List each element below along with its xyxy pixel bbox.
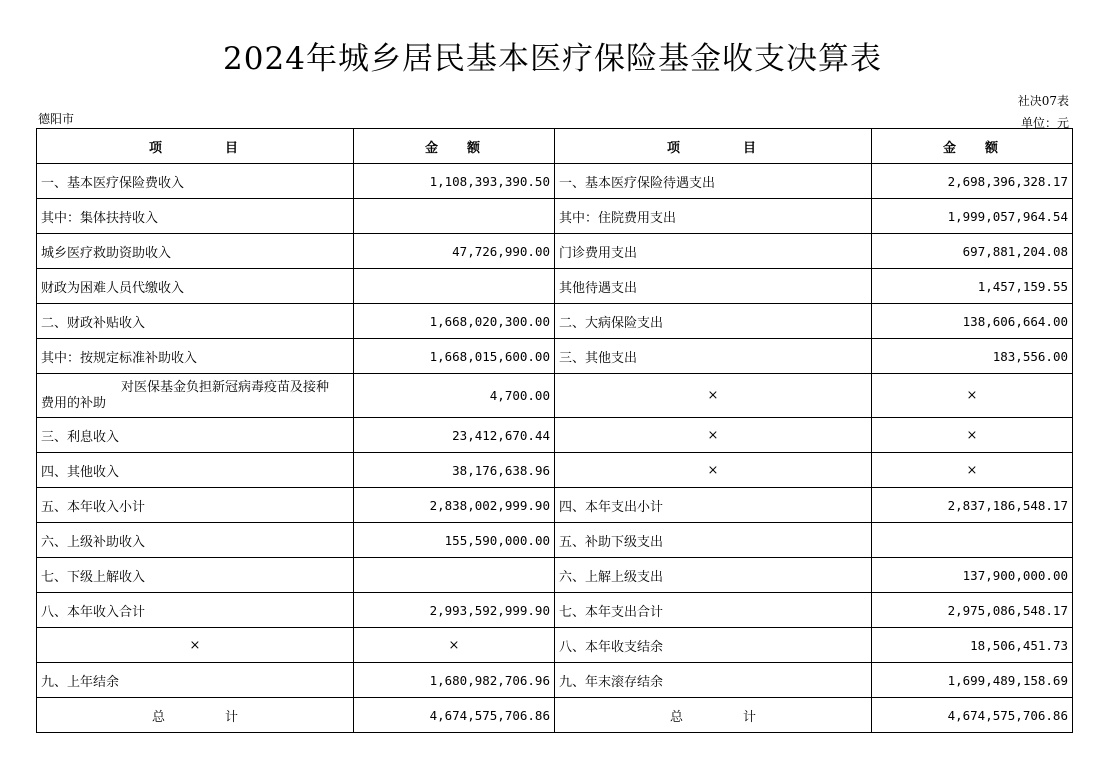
left-item: 城乡医疗救助资助收入 — [37, 234, 354, 269]
right-total-label: 总 计 — [555, 698, 872, 733]
left-amount — [354, 269, 555, 304]
table-row — [37, 374, 1073, 418]
table-row — [37, 304, 1073, 339]
right-amount: 2,975,086,548.17 — [872, 593, 1073, 628]
left-amount: 23,412,670.44 — [354, 418, 555, 453]
left-total-label: 总 计 — [37, 698, 354, 733]
header-item-right: 项 目 — [555, 129, 872, 164]
left-amount: 38,176,638.96 — [354, 453, 555, 488]
left-amount: × — [354, 628, 555, 663]
table-row — [37, 663, 1073, 698]
right-item: × — [555, 374, 872, 418]
right-amount: × — [872, 374, 1073, 418]
unit-label: 单位：元 — [1020, 116, 1069, 130]
right-item: 三、其他支出 — [555, 339, 872, 374]
left-total-amount: 4,674,575,706.86 — [354, 698, 555, 733]
right-amount: 138,606,664.00 — [872, 304, 1073, 339]
right-item: 六、上解上级支出 — [555, 558, 872, 593]
left-item: 其中：集体扶持收入 — [37, 199, 354, 234]
left-item-line2: 费用的补助 — [41, 395, 107, 411]
table-header-row — [37, 129, 1073, 164]
left-item: 六、上级补助收入 — [37, 523, 354, 558]
right-amount: 137,900,000.00 — [872, 558, 1073, 593]
right-amount: × — [872, 418, 1073, 453]
left-amount — [354, 558, 555, 593]
left-item: 八、本年收入合计 — [37, 593, 354, 628]
left-item: 一、基本医疗保险费收入 — [37, 164, 354, 199]
right-amount: 697,881,204.08 — [872, 234, 1073, 269]
table-row — [37, 523, 1073, 558]
right-item: 八、本年收支结余 — [555, 628, 872, 663]
right-total-amount: 4,674,575,706.86 — [872, 698, 1073, 733]
left-item: 七、下级上解收入 — [37, 558, 354, 593]
left-amount: 2,993,592,999.90 — [354, 593, 555, 628]
left-item-line1: 对医保基金负担新冠病毒疫苗及接种 — [121, 379, 330, 395]
right-amount: 1,699,489,158.69 — [872, 663, 1073, 698]
right-amount: 1,999,057,964.54 — [872, 199, 1073, 234]
left-item: × — [37, 628, 354, 663]
table-row — [37, 628, 1073, 663]
header-amount-right: 金 额 — [872, 129, 1073, 164]
table-row — [37, 339, 1073, 374]
left-item: 九、上年结余 — [37, 663, 354, 698]
right-amount: 2,837,186,548.17 — [872, 488, 1073, 523]
header-item-left: 项 目 — [37, 129, 354, 164]
table-row — [37, 199, 1073, 234]
table-row — [37, 453, 1073, 488]
table-row — [37, 418, 1073, 453]
right-amount: 1,457,159.55 — [872, 269, 1073, 304]
table-row — [37, 593, 1073, 628]
table-row — [37, 269, 1073, 304]
region-label: 德阳市 — [38, 112, 75, 126]
left-amount — [354, 199, 555, 234]
right-item: 五、补助下级支出 — [555, 523, 872, 558]
left-amount: 1,108,393,390.50 — [354, 164, 555, 199]
left-amount: 1,680,982,706.96 — [354, 663, 555, 698]
right-amount: 2,698,396,328.17 — [872, 164, 1073, 199]
right-item: 九、年末滚存结余 — [555, 663, 872, 698]
right-item: 一、基本医疗保险待遇支出 — [555, 164, 872, 199]
fund-table — [36, 128, 1073, 733]
table-row — [37, 488, 1073, 523]
right-item: × — [555, 453, 872, 488]
left-item: 二、财政补贴收入 — [37, 304, 354, 339]
left-item: 其中：按规定标准补助收入 — [37, 339, 354, 374]
table-row — [37, 164, 1073, 199]
right-item: 四、本年支出小计 — [555, 488, 872, 523]
right-item: 其他待遇支出 — [555, 269, 872, 304]
left-amount: 2,838,002,999.90 — [354, 488, 555, 523]
left-amount: 1,668,020,300.00 — [354, 304, 555, 339]
left-item: 四、其他收入 — [37, 453, 354, 488]
right-item: 七、本年支出合计 — [555, 593, 872, 628]
left-item: 三、利息收入 — [37, 418, 354, 453]
right-amount: 183,556.00 — [872, 339, 1073, 374]
right-item: 门诊费用支出 — [555, 234, 872, 269]
right-amount: 18,506,451.73 — [872, 628, 1073, 663]
table-row — [37, 558, 1073, 593]
form-code: 社决07表 — [1017, 94, 1069, 108]
table-row — [37, 234, 1073, 269]
left-amount: 1,668,015,600.00 — [354, 339, 555, 374]
left-amount: 4,700.00 — [354, 374, 555, 418]
left-amount: 47,726,990.00 — [354, 234, 555, 269]
left-item: 五、本年收入小计 — [37, 488, 354, 523]
page-title: 2024年城乡居民基本医疗保险基金收支决算表 — [223, 41, 882, 77]
total-row — [37, 698, 1073, 733]
right-item: 二、大病保险支出 — [555, 304, 872, 339]
right-item: 其中：住院费用支出 — [555, 199, 872, 234]
header-amount-left: 金 额 — [354, 129, 555, 164]
left-item: 财政为困难人员代缴收入 — [37, 269, 354, 304]
left-item — [37, 374, 354, 418]
right-item: × — [555, 418, 872, 453]
right-amount: × — [872, 453, 1073, 488]
left-amount: 155,590,000.00 — [354, 523, 555, 558]
right-amount — [872, 523, 1073, 558]
